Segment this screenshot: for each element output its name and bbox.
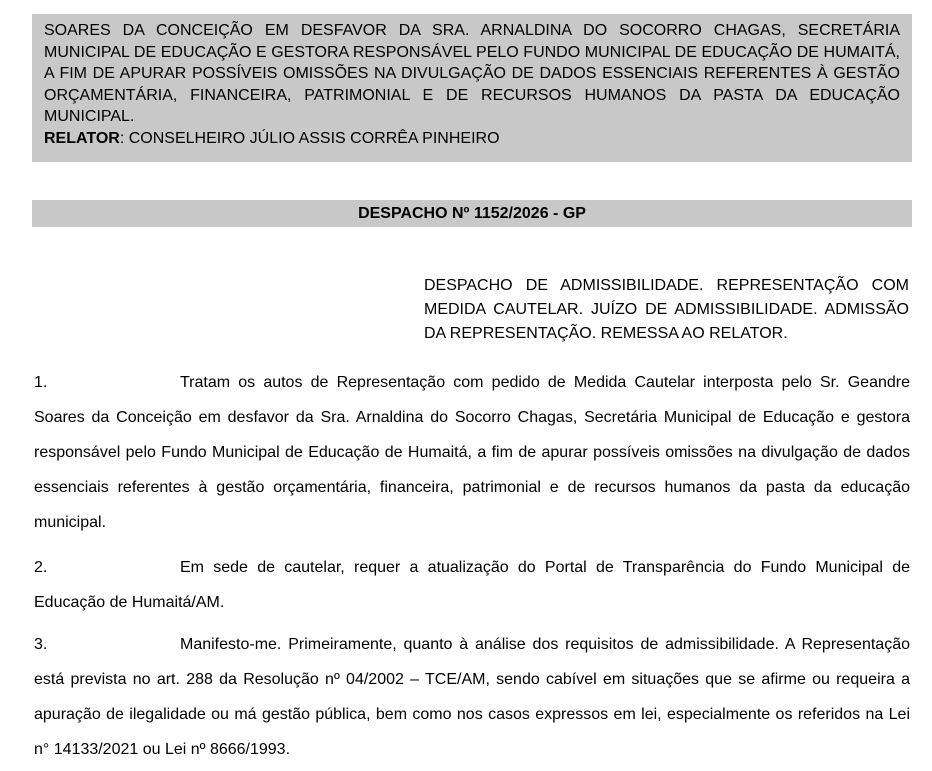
paragraph-2 (34, 550, 910, 620)
paragraph-text: Em sede de cautelar, requer a atualização do Portal de Transparência do Fundo Municipal de Educação de Humaitá/AM. (34, 559, 910, 611)
paragraph-number: 1. (34, 374, 48, 391)
case-header-text: SOARES DA CONCEIÇÃO EM DESFAVOR DA SRA. ARNALDINA DO SOCORRO CHAGAS, SECRETÁRIA MUNICIPAL DE EDUCAÇÃO E GESTORA RESPONSÁVEL PELO FUNDO MUNICIPAL DE EDUCAÇÃO DE HUMAITÁ, A FIM DE APURAR POSSÍVEIS OMISSÕES NA DIVULGAÇÃO DE DADOS ESSENCIAIS REFERENTES À GESTÃO ORÇAMENTÁRIA, FINANCEIRA, PATRIMONIAL E DE RECURSOS HUMANOS DA PASTA DA EDUCAÇÃO MUNICIPAL. (44, 22, 900, 125)
relator-label: RELATOR (44, 129, 120, 147)
paragraph-text: Tratam os autos de Representação com pedido de Medida Cautelar interposta pelo Sr. Geandre Soares da Conceição em desfavor da Sra. Arnaldina do Socorro Chagas, Secretária Municipal de Educação e gestora responsável pelo Fundo Municipal de Educação de Humaitá, a fim de apurar possíveis omissões na divulgação de dados essenciais referentes à gestão orçamentária, financeira, patrimonial e de recursos humanos da pasta da educação municipal. (34, 374, 910, 531)
ementa-text: DESPACHO DE ADMISSIBILIDADE. REPRESENTAÇÃO COM MEDIDA CAUTELAR. JUÍZO DE ADMISSIBILIDADE. ADMISSÃO DA REPRESENTAÇÃO. REMESSA AO RELATOR. (424, 277, 909, 342)
despacho-title: DESPACHO Nº 1152/2026 - GP (358, 204, 586, 222)
paragraph-text: Manifesto-me. Primeiramente, quanto à análise dos requisitos de admissibilidade. A Representação está prevista no art. 288 da Resolução nº 04/2002 – TCE/AM, sendo cabível em situações que se afirme ou requeira a apuração de ilegalidade ou má gestão pública, bem como nos casos expressos em lei, especialmente os referidos na Lei n° 14133/2021 ou Lei nº 8666/1993. (34, 636, 910, 758)
paragraph-1 (34, 365, 910, 540)
relator-value: : CONSELHEIRO JÚLIO ASSIS CORRÊA PINHEIRO (119, 129, 500, 147)
case-header-box (32, 14, 912, 162)
paragraph-number: 3. (34, 636, 48, 653)
despacho-title-bar (32, 200, 912, 227)
paragraph-3 (34, 627, 910, 767)
relator-line (44, 128, 900, 150)
paragraph-number: 2. (34, 559, 48, 576)
